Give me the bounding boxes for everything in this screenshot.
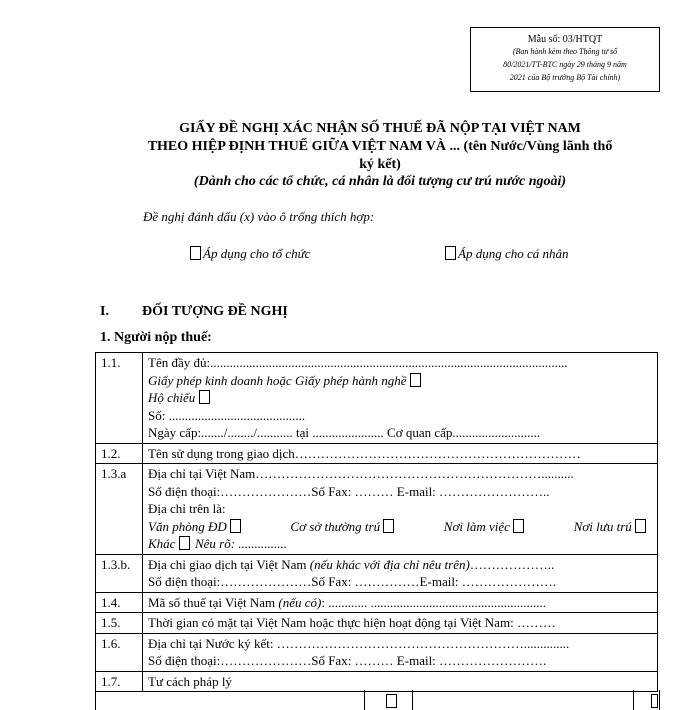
- option-person[interactable]: [445, 246, 568, 262]
- row-number: 1.7.: [96, 671, 143, 692]
- form-note-3: 2021 của Bộ trưởng Bộ Tài chính): [509, 73, 621, 82]
- license-label: Giấy phép kinh doanh hoặc Giấy phép hành nghề: [148, 372, 407, 388]
- tax-code-dots: : ............ ......................................................: [321, 594, 546, 610]
- table-row: [96, 671, 658, 692]
- full-name-field[interactable]: Tên đầy đủ:..............................................................................................................: [148, 355, 568, 370]
- place-option-label: Nơi lưu trú: [573, 518, 632, 534]
- form-code-box: [470, 27, 660, 92]
- treaty-address-field[interactable]: Địa chỉ tại Nước ký kết: …………………………………………………..............: [148, 635, 570, 651]
- checkbox-icon[interactable]: [445, 246, 456, 260]
- row-number: 1.6.: [96, 633, 143, 671]
- transaction-address-label: Địa chỉ giao dịch tại Việt Nam: [148, 556, 307, 572]
- row-number: 1.3.b.: [96, 554, 143, 592]
- address-type-label: Địa chỉ trên là:: [148, 501, 226, 516]
- trade-name-field[interactable]: Tên sử dụng trong giao dịch…………………………………………………………: [143, 443, 658, 464]
- section-title: ĐỐI TƯỢNG ĐỀ NGHỊ: [142, 304, 288, 319]
- row-number: 1.5.: [96, 613, 143, 634]
- other-label: Khác: [148, 536, 176, 551]
- instruction: Đề nghị đánh dấu (x) vào ô trống thích hợp:: [143, 209, 375, 224]
- option-org[interactable]: [190, 246, 310, 262]
- taxpayer-table: [95, 352, 658, 692]
- form-note-1: (Ban hành kèm theo Thông tư số: [512, 47, 618, 56]
- legal-status-grid: [95, 690, 660, 710]
- row-number: 1.3.a: [96, 464, 143, 555]
- row-number: 1.1.: [96, 353, 143, 444]
- place-option-label: Nơi làm việc: [443, 518, 510, 534]
- place-option-label: Văn phòng ĐD: [148, 518, 227, 534]
- checkbox-icon[interactable]: [199, 390, 210, 404]
- transaction-address-dots: ………………..: [469, 556, 555, 572]
- title-line-3: ký kết): [359, 157, 401, 172]
- checkbox-icon[interactable]: [383, 519, 394, 533]
- presence-time-field[interactable]: Thời gian có mặt tại Việt Nam hoặc thực hiện hoạt động tại Việt Nam: ………: [143, 613, 658, 634]
- table-row: [96, 613, 658, 634]
- row-number: 1.4.: [96, 592, 143, 613]
- contact-field[interactable]: Số điện thoại:…………………Số Fax: ……………E-mail: ………………….: [148, 574, 557, 589]
- title-line-2: THEO HIỆP ĐỊNH THUẾ GIỮA VIỆT NAM VÀ ... (tên Nước/Vùng lãnh thổ: [147, 139, 613, 154]
- place-option-label: Cơ sở thường trú: [290, 518, 381, 534]
- checkbox-icon[interactable]: [386, 694, 397, 708]
- checkbox-icon[interactable]: [410, 373, 421, 387]
- issue-date-field[interactable]: Ngày cấp:......./......../........... tại ...................... Cơ quan cấp...........................: [148, 425, 541, 440]
- tax-code-label: Mã số thuế tại Việt Nam: [148, 594, 276, 610]
- other-detail-field[interactable]: Nêu rõ: ...............: [194, 536, 288, 551]
- transaction-address-note: (nếu khác với địa chỉ nêu trên): [309, 556, 470, 572]
- checkbox-icon[interactable]: [230, 519, 241, 533]
- section-roman: I.: [100, 304, 109, 319]
- vn-address-field[interactable]: Địa chỉ tại Việt Nam…………………………………………………………..........: [148, 466, 574, 481]
- table-row: [96, 443, 658, 464]
- table-row: [96, 633, 658, 671]
- title-line-1: GIẤY ĐỀ NGHỊ XÁC NHẬN SỐ THUẾ ĐÃ NỘP TẠI VIỆT NAM: [179, 121, 581, 136]
- checkbox-icon[interactable]: [651, 694, 658, 708]
- subsection-title: 1. Người nộp thuế:: [100, 330, 212, 345]
- row-number: 1.2.: [96, 443, 143, 464]
- table-row: [96, 353, 658, 444]
- tax-code-note: (nếu có): [278, 594, 322, 610]
- subtitle: (Dành cho các tổ chức, cá nhân là đối tượng cư trú nước ngoài): [193, 174, 567, 189]
- table-row: [96, 554, 658, 592]
- option-person-label: Áp dụng cho cá nhân: [458, 246, 569, 261]
- checkbox-icon[interactable]: [190, 246, 201, 260]
- form-note-2: 80/2021/TT-BTC ngày 29 tháng 9 năm: [503, 60, 627, 69]
- number-field[interactable]: Số: ..........................................: [148, 407, 306, 423]
- legal-status-label: Tư cách pháp lý: [143, 671, 658, 692]
- passport-label: Hộ chiếu: [148, 390, 196, 405]
- contact-field[interactable]: Số điện thoại:…………………Số Fax: ……… E-mail: …………………….: [148, 653, 547, 668]
- checkbox-icon[interactable]: [513, 519, 524, 533]
- option-org-label: Áp dụng cho tổ chức: [203, 246, 311, 261]
- contact-field[interactable]: Số điện thoại:…………………Số Fax: ……… E-mail: ……………………..: [148, 483, 550, 499]
- table-row: [96, 592, 658, 613]
- table-row: [96, 464, 658, 555]
- checkbox-icon[interactable]: [179, 536, 190, 550]
- form-code: Mẫu số: 03/HTQT: [527, 34, 603, 45]
- checkbox-icon[interactable]: [635, 519, 646, 533]
